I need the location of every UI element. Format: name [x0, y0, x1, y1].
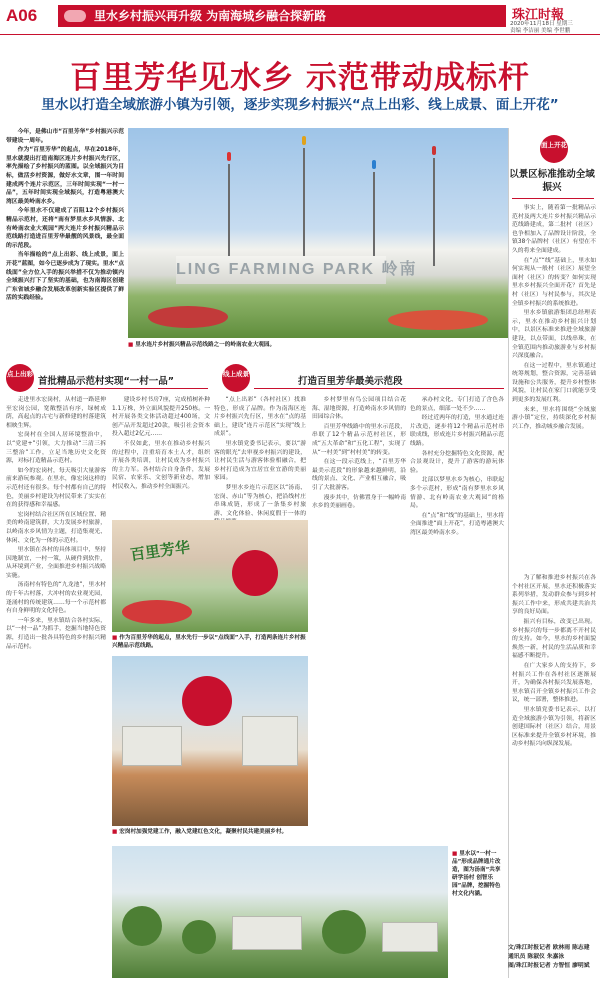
- pinwheel-icon: [295, 136, 313, 154]
- photo-village-aerial: [112, 846, 448, 978]
- building: [122, 726, 182, 766]
- caption-marker-icon: ■: [452, 851, 458, 857]
- text-column: 事实上，随着第一批精品示范村及两大连片乡村振兴精品示范线路建成，第二批村（社区）也争相加入了品牌设计阶段，全镇38个品牌村（社区）有望在不久的将来全面建成。 在“点”“线”基础上，里水如何实现从一般村（社区）展望全面村（社区）的转变？如何实现里水乡村振兴全面开花？首先是村（社区）与村民参与，其次是全镇乡村振兴的系统推进。 里水乡镇旅游集团总经理表示，里水在推动乡村振兴计划中，以景区标准来推进全域旅游建设，以点带面，以线串珠，在全镇范围内推动旅游业与乡村振兴深度融合。 在这一过程中，里水镇通过统筹规划，整合资源，完善基础设施和公共服务，提升乡村整体风貌，让村民在家门口就能享受到更多的发展红利。 未来，里水将围绕“全域旅游小镇”定位，持续深化乡村振兴工作，推动城乡融合发展。: [512, 205, 596, 430]
- text-column: 走进里水宏岗村，从村道一路延伸至宏岗公园，宽敞整洁有序，绿树成荫，高起点的古宅与新修建的村落建筑相映生辉。 宏岗村在全国人居环境整治中，以“党建+”引领，大力推动“三清三拆三整治”工作，立足当地历史文化资源，对标打造精品示范村。 如今的宏岗村，每天吸引大量游客前来游玩参观。在里水，像宏岗这样的示范村还有很多。每个村都有自己的特色，美丽乡村建设为村民带来了实实在在的获得感和幸福感。 宏岗村结合社区所在区域位置、精美的岭南建筑群，大力发展乡村旅游，以岭南水乡风情为主题，打造集观光、休闲、文化为一体的示范村。 里水镇在各村的具体项目中，坚持因地制宜，一村一策，从硬件到软件，从环境到产业，全面推进乡村振兴战略实施。 汤南村有特色的“九龙池”，里水村的千年古村落，大冲村的农业观光园，逢涌村的传统建筑……每一个示范村都有自身鲜明的文化特色。 一年多来，里水镇结合各村实际，以“一村一品”为抓手，挖掘当地特色资源，打造出一批各具特色的乡村振兴精品示范村。: [6, 397, 106, 650]
- article-subtitle: 里水以打造全域旅游小镇为引领，逐步实现乡村振兴“点上出彩、线上成景、面上开花”: [41, 97, 559, 113]
- pinwheel-pole: [373, 172, 375, 266]
- section-rule: [512, 198, 594, 199]
- page-header: [0, 0, 600, 38]
- flower-bed: [388, 310, 488, 330]
- photo-red-flags: [112, 520, 308, 632]
- photo-caption: ■ 宏岗村加强党建工作，融入党建红色文化，凝聚村民共建美丽乡村。: [112, 829, 288, 835]
- photo-party-building: [112, 656, 308, 826]
- pinwheel-pole: [228, 164, 230, 264]
- hero-photo: [128, 128, 508, 338]
- building: [382, 922, 438, 952]
- banner-text: 里水乡村振兴再升级 为南海城乡融合探新路: [94, 9, 327, 23]
- page-number: A06: [6, 6, 38, 25]
- building: [242, 716, 298, 766]
- caption-marker-icon: ■: [128, 342, 134, 348]
- pinwheel-icon: [220, 152, 238, 170]
- tree: [122, 906, 162, 946]
- pinwheel-pole: [433, 158, 435, 266]
- newspaper-logo: 珠江时報: [512, 8, 565, 23]
- section-heading: 打造百里芳华最美示范段: [298, 376, 403, 387]
- flower-bed: [122, 600, 192, 624]
- intro-paragraph: 当年描绘的“点上出彩、线上成景，面上开花”蓝图，如今已逐步成为了现实。里水“点线面”全方位入手的振兴举措不仅为推动镇内全域振兴打下了坚实的基础，也为南海区创建广东省城乡融合发展改革创新实验区提供了鲜活的实践经验。: [6, 252, 124, 302]
- photo-caption: ■ 作为百里芳华的起点，里水先行一步以“点线面”入手，打造两条连片乡村振兴精品示范线路。: [112, 635, 306, 649]
- pinwheel-pole: [303, 148, 305, 266]
- text-column: 承办村文化、专门打造了含色各色的景点，细部一处不少…… 经过近两年的打造，里水通过连片改造，逐步将12个精品示范村串联成线，形成连片乡村振兴精品示范线路。 各村充分挖掘特色文化资源，配合景观设计，提升了游客的游玩体验。 北部以梦里水乡为核心，串联起多个示范村，形成“南有梦里水乡风情游、北有岭南农业大观园”的格局。 在“点”和“线”的基础上，里水将全面推进“面上开花”，打造粤港澳大湾区最美岭南水乡。: [410, 397, 504, 536]
- intro-paragraph: 今年里水不仅建成了百阻12个乡村振兴精品示范村，还将“南有梦里水乡风情游、北有岭南农业大观园”两大连片乡村振兴精品示范线路打造进百里芳华最靓的风景线，最全面的示范段。: [6, 208, 124, 249]
- park-sign: LING FARMING PARK 岭南: [176, 256, 386, 284]
- column-divider: [508, 128, 509, 978]
- issue-date: 2020年11月18日 星期三: [510, 21, 573, 27]
- hero-caption: ■ 里水连片乡村振兴精品示范线路之一的岭南农业大观园。: [128, 342, 276, 348]
- section-rule: [38, 388, 208, 389]
- section-badge: 面上开花: [540, 135, 568, 163]
- text-column: “点上出彩”（各村社区）找准特色，形成了品牌。作为南海区连片乡村振兴先行区，里水在“点的基础上，建设”连片示范区“实现”线上成景”。 里水镇党委书记表示，要以“游客的眼光”去审视乡村振兴的建设，让村民生活与游客体验相融合，把乡村打造成为宜居宜业宜游的美丽家园。 梦里水乡连片示范区以“汤南、宏岗、赤山”等为核心，把沿线村庄串珠成链，形成了一条集乡村旅游、文化体验、休闲度假于一体的: [214, 397, 306, 517]
- intro-column: [6, 128, 124, 354]
- tree: [322, 910, 366, 954]
- pinwheel-icon: [365, 160, 383, 178]
- photo-sign: 百里芳华: [129, 537, 192, 565]
- section-badge: 线上成景: [222, 364, 250, 392]
- byline-credits: 文/珠江时报记者 欧林雨 陈志建 通讯员 陈淑仪 朱嘉泳 图/珠江时报记者 方智恒 廖明斌: [508, 945, 590, 969]
- caption-marker-icon: ■: [112, 829, 118, 835]
- section-heading: 首批精品示范村实现“一村一品”: [38, 376, 174, 387]
- text-column: 建设乡村书房7座，完成植树补种1.1万株，外立面风貌提升250栋。一村开展各类文体活动超过400场，文创产品开发超过20款，吸引社会资本投入超过2亿元…… 不仅如此，里水在推动乡村振兴的过程中，注重培育本土人才，组织开展各类培训，让村民成为乡村振兴的主力军。各村结合自身条件，发展民宿、农家乐、文创等新业态，增加村民收入，推动乡村全面振兴。: [112, 397, 210, 490]
- caption-marker-icon: ■: [112, 635, 118, 641]
- section-rule: [254, 388, 504, 389]
- header-divider: [0, 34, 600, 35]
- text-column: 乡村梦里有鸟公园项目结合花海、湿地资源，打造岭南水乡风情的田园综合体。 百里芳华线路中的里水示范段，串联了12个精品示范村社区，形成“五大革命”和“五化工程”，实现了从“一村美”到“村村美”的转变。 在这一段示范线上，“百里芳华最美示范段”的形象越来越鲜明，沿线的景点、文化、产业相互融合，吸引了大批游客。 漫步其中，仿佛置身于一幅岭南水乡的美丽画卷。: [312, 397, 406, 510]
- article-title: 百里芳华见水乡 示范带动成标杆: [70, 60, 530, 96]
- text-column: 为了解和推进乡村振兴在各个村社区开展，里水还积极落实系列举措，发动群众参与到乡村振兴工作中来，形成共建共治共享的良好局面。 振兴有目标，改变已出现。乡村振兴的每一步都离不开村民的支持。如今，里水的乡村面貌焕然一新，村民的生活品质和幸福感不断提升。 在广大家乡人的支持下，乡村振兴工作在各村社区逐渐展开，为确保各村振兴发展落地，里水镇召开全镇乡村振兴工作会议，统一部署，整体推进。 里水镇党委书记表示，以打造全域旅游小镇为引领，将新区创建国际村（社区）结合，用景区标准来提升全镇乡村环境，推动乡村振兴向纵深发展。: [512, 575, 596, 748]
- section-badge: 点上出彩: [6, 364, 34, 392]
- banner-decoration-icon: [64, 10, 86, 22]
- building: [232, 916, 302, 950]
- red-star-sculpture: [182, 676, 232, 726]
- editors-line: 责编 李洁丽 美编 李世鹏: [510, 28, 571, 34]
- photo-caption: ■ 里水以“一村一品”形成品牌通片改造，图为汤南“共享研学汤村 创智乐园”品牌，挖掘特色村文化内涵。: [452, 851, 501, 897]
- red-ornament: [232, 550, 278, 596]
- pinwheel-icon: [425, 146, 443, 164]
- section-banner: [58, 5, 506, 27]
- intro-paragraph: 作为“百里芳华”的起点，早在2018年，里水就提出打造南海区连片乡村振兴先行区，率先描绘了乡村振兴的蓝图。以全域振兴为目标，做活乡村资源，做好水文章，围一年时间建成两个连片示范区，三年时间实现“一村一品”，五年时间实现全域振兴，打造粤港澳大湾区最美岭南水乡。: [6, 147, 124, 205]
- dateline: [510, 21, 573, 35]
- intro-paragraph: 今年，是佛山市“百里芳华”乡村振兴示范带建设一周年。: [6, 129, 124, 144]
- section-heading: 以景区标准推动全域振兴: [509, 169, 595, 193]
- flower-bed: [148, 306, 228, 328]
- tree: [182, 920, 216, 954]
